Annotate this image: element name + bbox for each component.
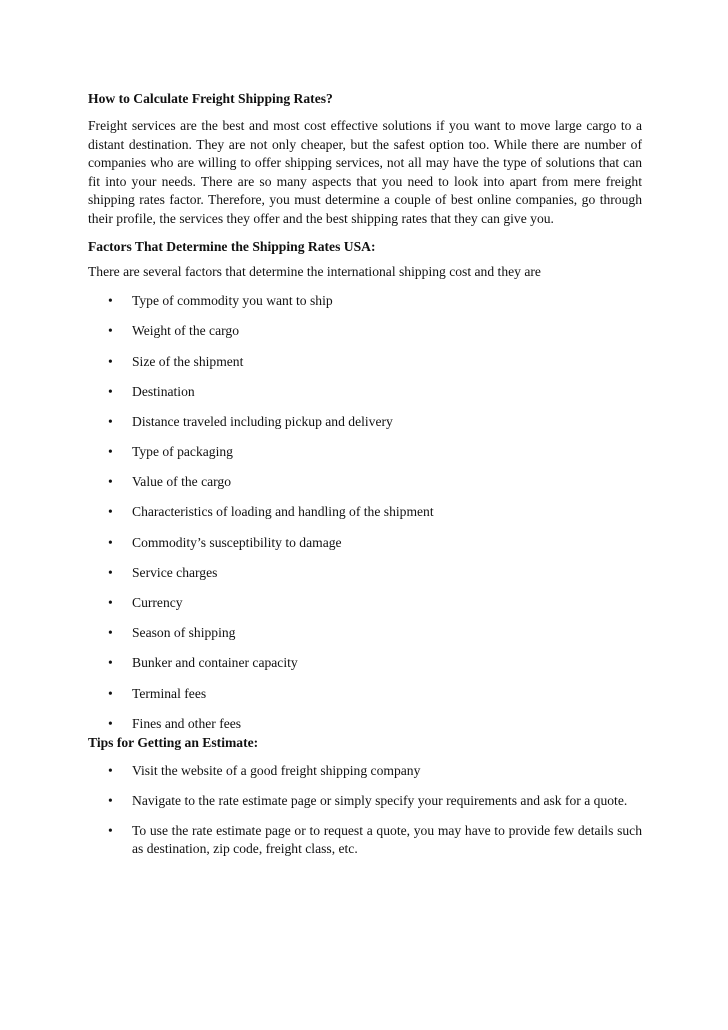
list-item-text: Commodity’s susceptibility to damage xyxy=(132,534,342,550)
list-item-text: Distance traveled including pickup and delivery xyxy=(132,413,393,429)
list-item xyxy=(88,443,642,462)
list-item xyxy=(88,685,642,704)
list-item-text: To use the rate estimate page or to request a quote, you may have to provide few details such as destination, zip code, freight class, etc. xyxy=(132,822,642,857)
bullet-icon: • xyxy=(108,504,113,520)
list-item xyxy=(88,715,642,734)
list-item-text: Size of the shipment xyxy=(132,353,244,369)
bullet-icon: • xyxy=(108,444,113,460)
tips-list xyxy=(88,762,642,858)
list-item-text: Type of commodity you want to ship xyxy=(132,293,333,309)
list-item xyxy=(88,594,642,613)
list-item xyxy=(88,654,642,673)
bullet-icon: • xyxy=(108,685,113,701)
list-item-text: Weight of the cargo xyxy=(132,323,239,339)
document-title: How to Calculate Freight Shipping Rates? xyxy=(88,91,333,106)
bullet-icon: • xyxy=(108,413,113,429)
list-item-text: Service charges xyxy=(132,564,218,580)
list-item-text: Fines and other fees xyxy=(132,715,242,731)
bullet-icon: • xyxy=(108,323,113,339)
list-item xyxy=(88,503,642,522)
bullet-icon: • xyxy=(108,353,113,369)
intro-paragraph: Freight services are the best and most cost effective solutions if you want to move large cargo to a distant destination. They are not only cheaper, but the safest option too. While there are number of companies who are willing to offer shipping services, not all may have the type of solutions that can fit into your needs. There are so many aspects that you need to look into apart from mere freight shipping rates factor. Therefore, you must determine a couple of best online companies, go through their profile, the services they offer and the best shipping rates that they can give you. xyxy=(88,118,642,226)
bullet-icon: • xyxy=(108,625,113,641)
bullet-icon: • xyxy=(108,763,113,779)
bullet-icon: • xyxy=(108,383,113,399)
list-item xyxy=(88,792,642,811)
list-item xyxy=(88,292,642,311)
factors-list xyxy=(88,292,642,733)
bullet-icon: • xyxy=(108,655,113,671)
list-item-text: Value of the cargo xyxy=(132,474,232,490)
list-item xyxy=(88,534,642,553)
factors-heading: Factors That Determine the Shipping Rates USA: xyxy=(88,238,376,254)
list-item xyxy=(88,822,642,859)
list-item-text: Visit the website of a good freight shipping company xyxy=(132,763,421,779)
list-item-text: Terminal fees xyxy=(132,685,207,701)
bullet-icon: • xyxy=(108,564,113,580)
bullet-icon: • xyxy=(108,822,113,838)
list-item-text: Navigate to the rate estimate page or simply specify your requirements and ask for a quote. xyxy=(132,792,628,808)
bullet-icon: • xyxy=(108,595,113,611)
list-item xyxy=(88,353,642,372)
bullet-icon: • xyxy=(108,534,113,550)
factors-intro-paragraph: There are several factors that determine the international shipping cost and they are xyxy=(88,263,541,279)
list-item xyxy=(88,624,642,643)
list-item-text: Destination xyxy=(132,383,195,399)
list-item xyxy=(88,383,642,402)
bullet-icon: • xyxy=(108,792,113,808)
list-item-text: Bunker and container capacity xyxy=(132,655,298,671)
bullet-icon: • xyxy=(108,293,113,309)
list-item xyxy=(88,564,642,583)
list-item-text: Currency xyxy=(132,595,183,611)
list-item xyxy=(88,473,642,492)
list-item-text: Type of packaging xyxy=(132,444,233,460)
list-item xyxy=(88,413,642,432)
list-item xyxy=(88,762,642,781)
list-item xyxy=(88,322,642,341)
bullet-icon: • xyxy=(108,474,113,490)
list-item-text: Season of shipping xyxy=(132,625,236,641)
list-item-text: Characteristics of loading and handling of the shipment xyxy=(132,504,434,520)
tips-heading: Tips for Getting an Estimate: xyxy=(88,735,259,751)
bullet-icon: • xyxy=(108,715,113,731)
